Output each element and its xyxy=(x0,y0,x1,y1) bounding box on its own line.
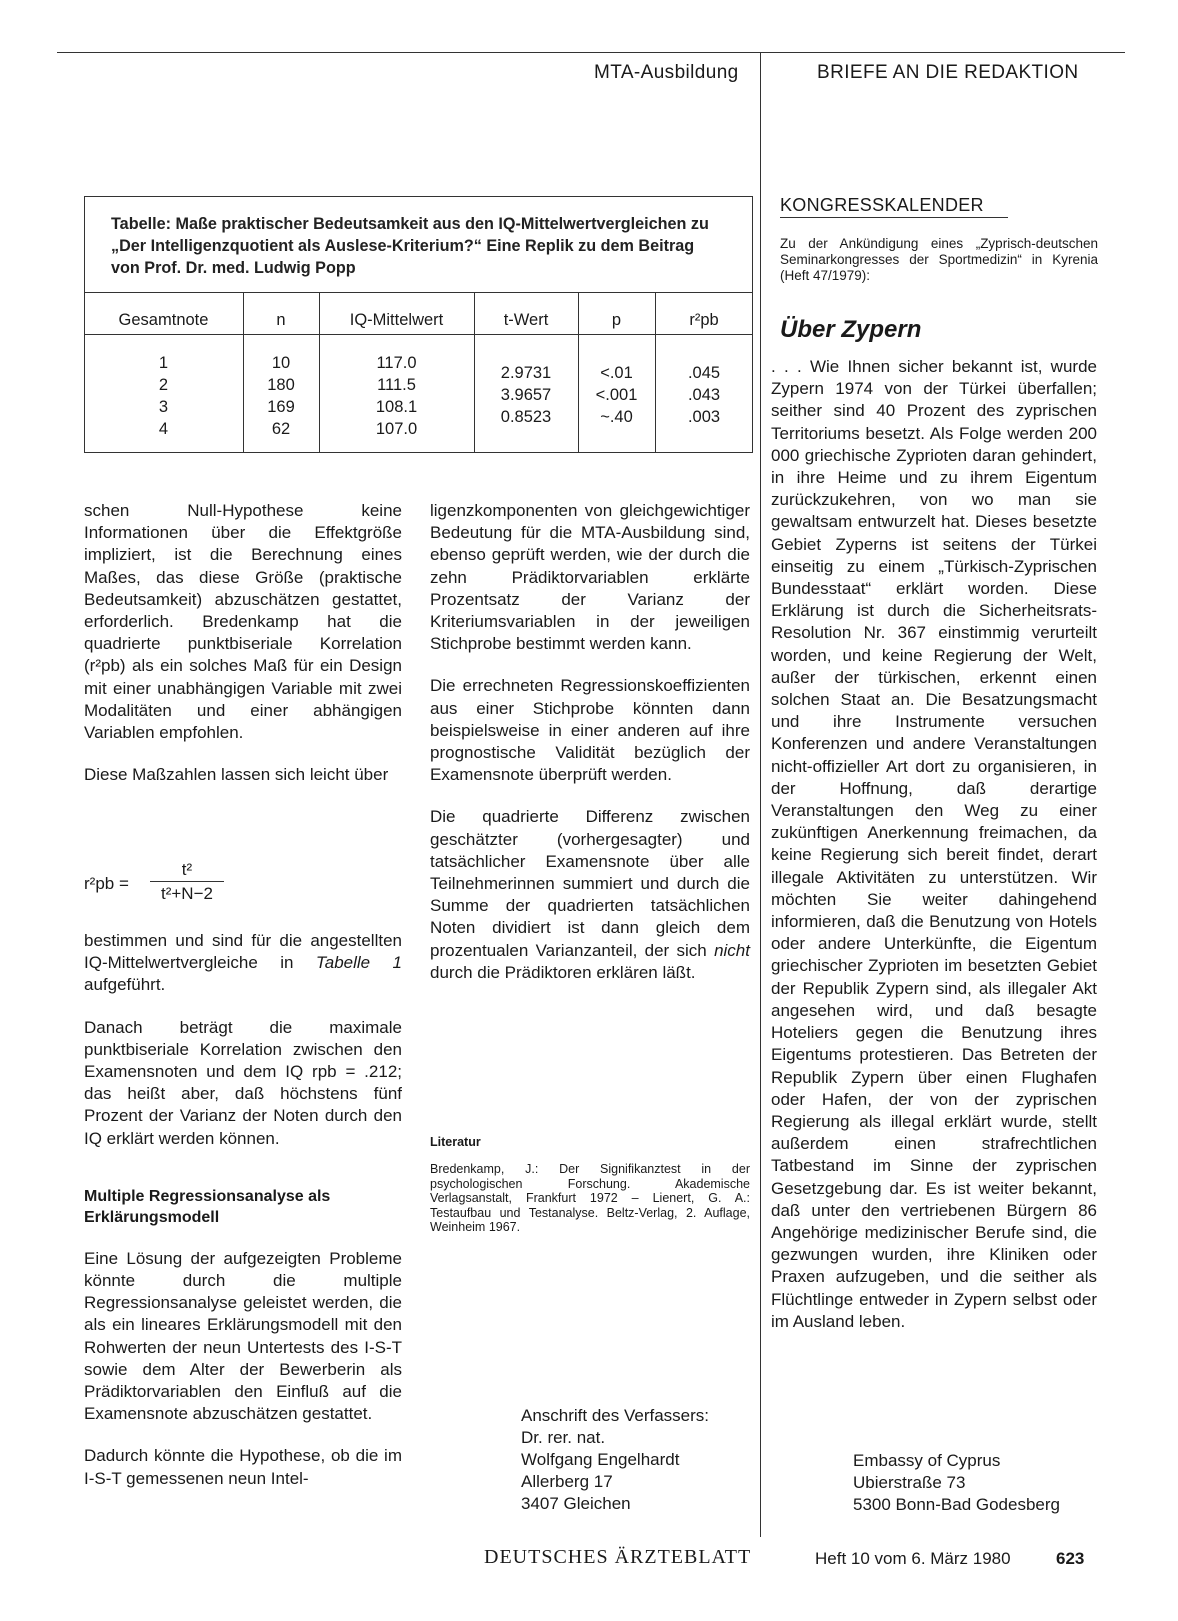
page-number: 623 xyxy=(1056,1549,1085,1568)
col2-paragraph-3 xyxy=(430,806,750,984)
column-divider xyxy=(760,52,761,1537)
table-header-bottom-rule xyxy=(84,334,753,335)
table-header-p: p xyxy=(611,311,622,329)
literature-text: Bredenkamp, J.: Der Signifikanztest in der psychologischen Forschung. Akademische Verlagsanstalt, Frankfurt 1972 – Lienert, G. A.: Testaufbau und Testanalyse. Beltz-Verlag, 2. Auflage, Weinheim 1967. xyxy=(430,1162,750,1234)
author-address: Anschrift des Verfassers: Dr. rer. nat. Wolfgang Engelhardt Allerberg 17 3407 Gleichen xyxy=(521,1406,710,1513)
journal-title: DEUTSCHES ÄRZTEBLATT xyxy=(484,1546,752,1568)
table-col-gesamtnote: 1 2 3 4 xyxy=(158,354,169,438)
table-header-t: t-Wert xyxy=(503,311,549,329)
formula-numerator: t² xyxy=(181,860,193,879)
table-col-t: 2.9731 3.9657 0.8523 xyxy=(500,364,552,426)
table-header-gesamtnote: Gesamtnote xyxy=(118,311,209,329)
col1-paragraph-5: Eine Lösung der aufgezeigten Probleme könnte durch die multiple Regressionsanalyse geleistet werden, die als ein lineares Erklärungsmodell mit den Rohwerten der neun Untertests des I-S-T sowie dem Alter der Bewerberin als Prädiktorvariablen den Einfluß auf die Examensnote abzuschätzen gestattet. xyxy=(84,1248,402,1424)
col1-p3-emphasis: Tabelle 1 xyxy=(315,953,402,973)
section-header-right: BRIEFE AN DIE REDAKTION xyxy=(817,62,1079,83)
col1-p3-text-end: aufgeführt. xyxy=(84,975,166,995)
formula-bar xyxy=(150,881,224,882)
table-col-r2pb: .045 .043 .003 xyxy=(687,364,721,426)
table-caption: Tabelle: Maße praktischer Bedeutsamkeit aus den IQ-Mittelwertvergleichen zu „Der Intelligenzquotient als Auslese-Kriterium?“ Eine Replik zu dem Beitrag von Prof. Dr. med. Ludwig Popp xyxy=(111,215,709,277)
formula-lhs: r²pb = xyxy=(84,874,129,893)
formula-denominator: t²+N−2 xyxy=(161,884,213,903)
table-header-r2pb: r²pb xyxy=(689,311,719,329)
col1-paragraph-2: Diese Maßzahlen lassen sich leicht über xyxy=(84,765,389,785)
kongresskalender-heading: KONGRESSKALENDER xyxy=(780,195,984,215)
table-col-p: <.01 <.001 ~.40 xyxy=(595,364,638,426)
column-1 xyxy=(84,500,402,786)
section-header-left: MTA-Ausbildung xyxy=(594,62,739,83)
col2-paragraph-1: ligenzkomponenten von gleichgewichtiger Bedeutung für die MTA-Ausbildung sind, ebenso geprüft werden, wie der durch die zehn Prädiktorvariablen erklärte Prozentsatz der Varianz der Kriteriumsvariablen in der jeweiligen Stichprobe bestimmt werden kann. xyxy=(430,501,750,654)
embassy-address: Embassy of Cyprus Ubierstraße 73 5300 Bonn-Bad Godesberg xyxy=(853,1451,1060,1514)
kongresskalender-underline xyxy=(780,217,1008,218)
col1-p3-text: bestimmen und sind für die angestellten IQ-Mittelwertvergleiche in xyxy=(84,931,402,973)
col2-p3-emphasis: nicht xyxy=(714,940,750,960)
column-2 xyxy=(430,500,750,984)
col2-p3-text: Die quadrierte Differenz zwischen geschätzter (vorhergesagter) und tatsächlicher Examensnote über alle Teilnehmerinnen summiert und durch die Summe der quadrierten tatsächlichen Noten dividiert ist dann gleich dem prozentualen Varianzanteil, der sich xyxy=(430,807,750,960)
article-title: Über Zypern xyxy=(780,316,922,343)
table-header-iq: IQ-Mittelwert xyxy=(349,311,444,329)
col1-paragraph-6: Dadurch könnte die Hypothese, ob die im I-S-T gemessenen neun Intel- xyxy=(84,1446,402,1488)
col2-paragraph-2: Die errechneten Regressionskoeffizienten aus einer Stichprobe könnten dann beispielsweise in einer anderen auf ihre prognostische Validität bezüglich der Examensnote überprüft werden. xyxy=(430,676,750,785)
col1-paragraph-4: Danach beträgt die maximale punktbiseriale Korrelation zwischen den Examensnoten und dem IQ rpb = .212; das heißt aber, daß höchstens fünf Prozent der Varianz der Noten durch den IQ erklärt werden können. xyxy=(84,1017,402,1148)
col1-paragraph-1: schen Null-Hypothese keine Informationen über die Effektgröße impliziert, ist die Berechnung eines Maßes, das diese Größe (praktische Bedeutsamkeit) abzuschätzen gestattet, erforderlich. Bredenkamp hat die quadrierte punktbiseriale Korrelation (r²pb) als ein solches Maß für ein Design mit einer unabhängigen Variable mit zwei Modalitäten und einer abhängigen Variablen empfohlen. xyxy=(84,501,402,743)
kongress-intro: Zu der Ankündigung eines „Zyprisch-deutschen Seminarkongresses der Sportmedizin“ in Kyrenia (Heft 47/1979): xyxy=(780,236,1098,283)
letter-body: . . . Wie Ihnen sicher bekannt ist, wurde Zypern 1974 von der Türkei überfallen; seither sind 40 Prozent des zyprischen Territoriums besetzt. Als Folge werden 200 000 griechische Zyprioten daran gehindert, in ihre Heime und zu ihrem Eigentum zurückzukehren, von wo man sie gewaltsam entwurzelt hat. Dieses besetzte Gebiet Zyperns ist seitens der Türkei einseitig zu einem „Türkisch-Zyprischen Bundesstaat“ erklärt worden. Diese Erklärung ist durch die Sicherheitsrats-Resolution Nr. 367 einstimmig verurteilt worden, und keine Regierung der Welt, außer der türkischen, erkennt einen solchen Staat an. Die Besatzungsmacht und ihre Instrumente versuchen Konferenzen und andere Veranstaltungen nicht-offizieller Art dort zu organisieren, in der Hoffnung, daß derartige Veranstaltungen den Weg zu einer zukünftigen Anerkennung freimachen, da keine Regierung sich bereit findet, derart illegale Aktivitäten zu unterstützen. Wir möchten Sie weiter dahingehend informieren, daß die Benutzung von Hotels oder andere Unterkünfte, die Eigentum griechischer Zyprioten im besetzten Gebiet der Republik Zypern sind, als illegaler Akt angesehen wird, und daß besagte Hoteliers gegen die Benutzung ihres Eigentums protestieren. Das Betreten der Republik Zypern über einen Flughafen oder Hafen, der von der zyprischen Regierung als illegal erklärt wurde, stellt außerdem einen strafrechtlichen Tatbestand im Sinne der zyprischen Gesetzgebung dar. Es ist weiter bekannt, daß unter den vertriebenen Bürgern 86 Angehörige medizinischer Berufe sind, die gezwungen wurden, ihre Kliniken oder Praxen aufzugeben, und die seither als Flüchtlinge entweder in Zypern selbst oder im Ausland leben. xyxy=(771,357,1097,1331)
literature-heading: Literatur xyxy=(430,1135,481,1149)
issue-info: Heft 10 vom 6. März 1980 xyxy=(815,1549,1011,1568)
table-header-n: n xyxy=(276,311,286,329)
col2-p3-text-end: durch die Prädiktoren erklären läßt. xyxy=(430,962,696,982)
table-header-top-rule xyxy=(84,292,753,293)
subheading: Multiple Regressionsanalyse als Erklärungsmodell xyxy=(84,1187,331,1226)
top-rule xyxy=(57,52,1125,53)
column-1-lower xyxy=(84,930,402,1490)
table-col-iq: 117.0 111.5 108.1 107.0 xyxy=(375,354,418,438)
table-col-n: 10 180 169 62 xyxy=(267,354,295,438)
col1-paragraph-3 xyxy=(84,930,402,997)
